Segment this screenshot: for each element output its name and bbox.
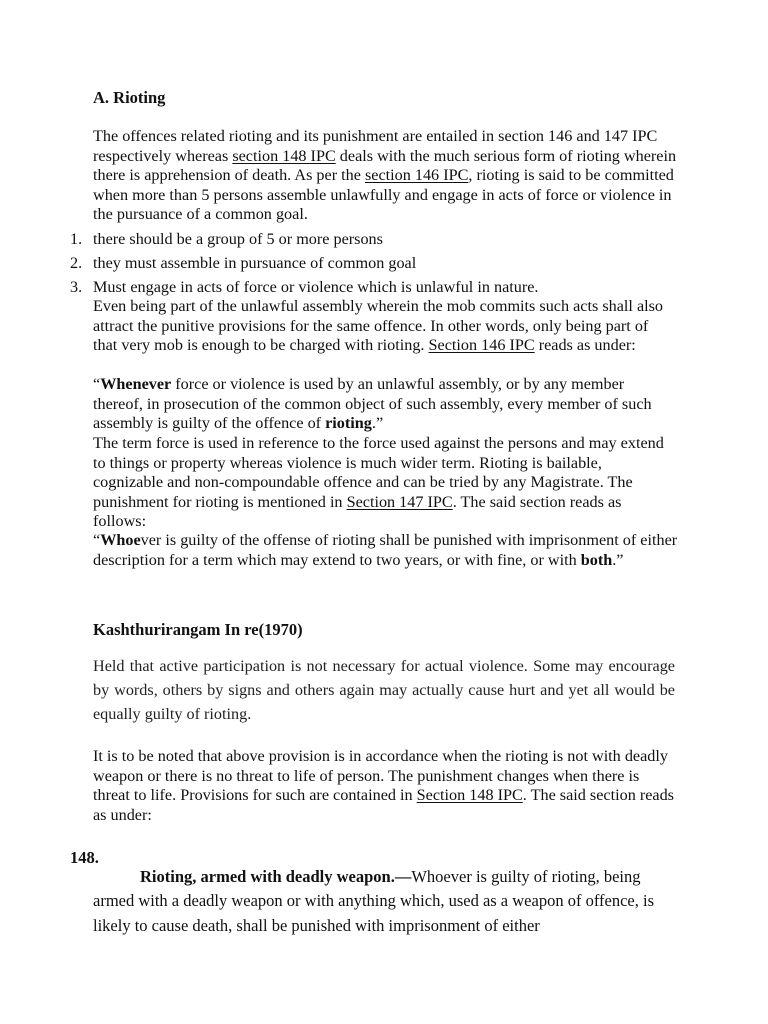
note-paragraph — [93, 747, 678, 825]
quote-close: .” — [612, 550, 624, 569]
continuation-text-1: Even being part of the unlawful assembly wherein the mob commits such acts shall also attract the punitive provisions for the same offence. In other words, only being part of that very mob is enough to be charged with rioting. — [93, 297, 664, 354]
section-148-text — [93, 865, 677, 939]
note-text-1: It is to be noted that above provision is in accordance when the rioting is not with deadly weapon or there is no threat to life of person. The punishment changes when there is threat to life. Provisions for such are contained in — [93, 747, 668, 804]
quote-bold-word: Whoe — [100, 531, 141, 549]
quote-close: .” — [371, 414, 384, 432]
note-text-2: . The said section reads as under: — [93, 786, 674, 824]
intro-text-1: The offences related rioting and its punishment are entailed in section 146 and 147 IPC respectively whereas — [93, 127, 658, 165]
case-body: Held that active participation is not necessary for actual violence. Some may encourage by words, others by signs and others again may actually cause hurt and yet all would be equally guilty of rioting. — [93, 657, 675, 723]
quote-section-147 — [93, 531, 678, 570]
quote-bold-word: both — [580, 550, 613, 569]
quote-bold-word: rioting — [325, 414, 372, 432]
section-heading: A. Rioting — [93, 88, 166, 107]
force-text-1: The term force is used in reference to the force used against the persons and may extend to things or property whereas violence is much wider term. Rioting is bailable, cognizable and non-compoundable offence and can be tried by any Magistrate. The punishment for rioting is mentioned in — [93, 434, 664, 511]
intro-text-3: , rioting is said to be committed when more than 5 persons assemble unlawfully and engage in acts of force or violence in the pursuance of a common goal. — [93, 166, 674, 223]
list-item — [70, 254, 690, 278]
quote-text: force or violence is used by an unlawful assembly, or by any member thereof, in prosecution of the common object of such assembly, every member of such assembly is guilty of the offence of — [93, 375, 652, 432]
link-section-146[interactable]: section 146 IPC — [364, 166, 469, 184]
list-number: 2. — [70, 254, 83, 272]
list-text: Must engage in acts of force or violence which is unlawful in nature. — [93, 278, 539, 296]
list-number: 1. — [70, 230, 83, 248]
intro-paragraph — [93, 127, 678, 225]
force-text-2: . The said section reads as follows: — [93, 492, 622, 530]
quote-open: “ — [93, 375, 101, 393]
quote-open: “ — [93, 531, 101, 549]
case-title: Kashthurirangam In re(1970) — [93, 620, 303, 639]
list-item — [70, 230, 690, 254]
section-title: Rioting, armed with deadly weapon.— — [140, 866, 412, 886]
list-number: 3. — [70, 278, 83, 296]
link-section-148-b[interactable]: Section 148 IPC — [416, 786, 523, 804]
link-section-146-b[interactable]: Section 146 IPC — [428, 336, 535, 354]
quote-bold-word: Whenever — [100, 375, 172, 393]
quote-section-146 — [93, 375, 668, 434]
list-text: they must assemble in pursuance of common goal — [93, 254, 417, 272]
continuation-text-2: reads as under: — [534, 336, 636, 354]
requirements-list — [70, 230, 690, 298]
link-section-148[interactable]: section 148 IPC — [232, 146, 336, 165]
continuation-paragraph — [93, 297, 668, 356]
quote-text: ver is guilty of the offense of rioting shall be punished with imprisonment of either description for a term which may extend to two years, or with fine, or with — [93, 531, 678, 569]
intro-text-2: deals with the much serious form of rioting wherein there is apprehension of death. As per the — [93, 146, 677, 184]
section-number: 148. — [70, 848, 99, 867]
link-section-147[interactable]: Section 147 IPC — [346, 492, 453, 511]
list-item — [70, 278, 690, 298]
force-paragraph — [93, 434, 673, 532]
section-body: Whoever is guilty of rioting, being armed with a deadly weapon or with anything which, used as a weapon of offence, is likely to cause death, shall be punished with imprisonment of either — [93, 866, 654, 935]
list-text: there should be a group of 5 or more persons — [93, 230, 383, 248]
